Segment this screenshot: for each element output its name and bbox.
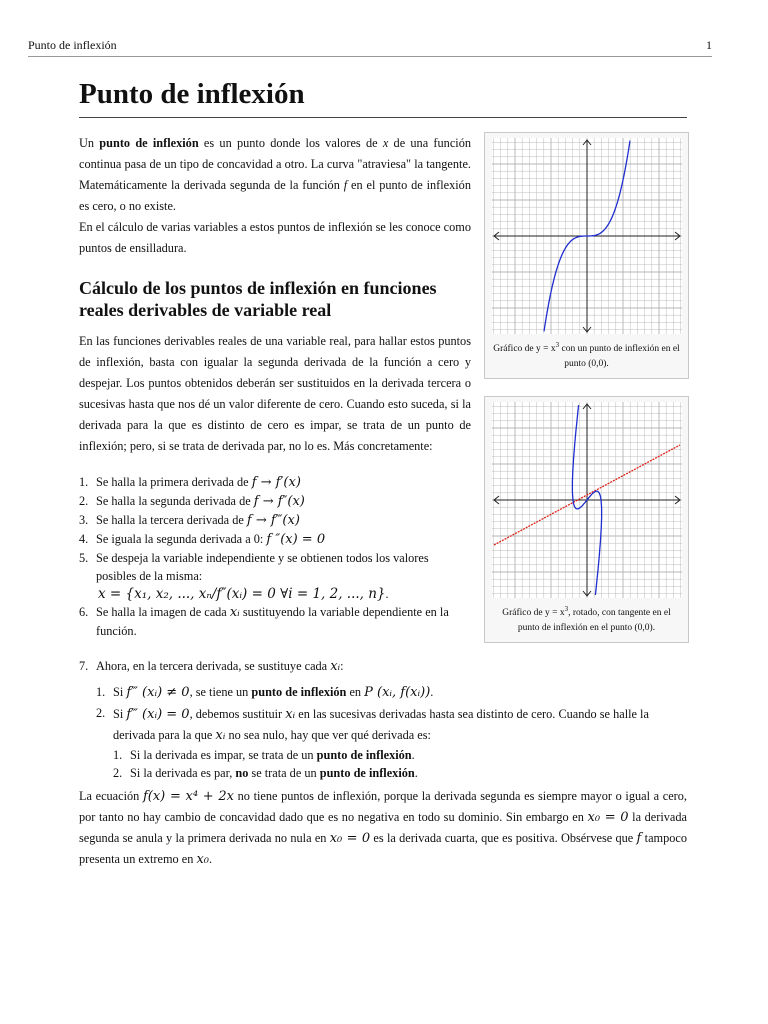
figure-cubic-caption: Gráfico de $y = x^3$ con un punto de inflexión en el punto (0,0). [493,341,680,370]
list-item: 2. Si la derivada es par, no se trata de un punto de inflexión. [113,766,418,780]
list-item: 1. Si la derivada es impar, se trata de un punto de inflexión. [113,748,415,762]
running-title: Punto de inflexión [28,38,117,52]
list-item: 5. Se despeja la variable independiente y se obtienen todos los valores posibles de la misma: x = {x₁, x₂, ..., xₙ/f″(xᵢ) = 0 ∀i = 1, 2, ..., n}. [79,551,429,602]
figure-rotated-cubic [484,396,689,643]
list-item: 7. Ahora, en la tercera derivada, se sustituye cada xᵢ: [79,659,344,674]
rotated-cubic-graph [492,402,682,598]
derivative-parity-list [96,746,687,782]
running-header [28,38,712,57]
intro-paragraph-1: Un punto de inflexión es un punto donde los valores de x de una función continua pasa de un tipo de concavidad a otro. La curva "atraviesa" la tangente. Matemáticamente la derivada segunda de la función f en el punto de inflexión es cero, o no existe. [79,136,471,213]
section-paragraph: En las funciones derivables reales de una variable real, para hallar estos puntos de inflexión, basta con igualar la segunda derivada de la función a cero y despejar. Los puntos obtenidos deberán ser sustituidos en la derivada tercera o sucesivas hasta que nos dé un valor diferente de cero. Cuando esto suceda, si la derivada para la que es distinto de cero es impar, se trata de un punto de inflexión; pero, si se trata de derivada par, no lo es. Más concretamente: [79,334,471,453]
figure-rotated-caption: Gráfico de $y = x^3$, rotado, con tangente en el punto de inflexión en el punto (0,0). [502,605,671,634]
page-number: 1 [706,38,712,52]
final-paragraph: La ecuación f(x) = x⁴ + 2x no tiene puntos de inflexión, porque la derivada segunda es siempre mayor o igual a cero, por tanto no hay cambio de concavidad dado que es no negativa en todo su dominio. Sin embargo en x₀ = 0 la derivada segunda se anula y la primera derivada no nula en x₀ = 0 es la derivada cuarta, que es positiva. Obsérvese que f tampoco presenta un extremo en x₀. [79,789,687,867]
figure-cubic [484,132,689,379]
list-item: 2. Si f‴ (xᵢ) = 0, debemos sustituir xᵢ en las sucesivas derivadas hasta sea distinto de cero. Cuando se halle la derivada para la que xᵢ no sea nulo, hay que ver qué derivada es: 1. Si la derivada es impar, se trata de un punto de inflexión. 2. Si la derivada es par, no se trata de un punto de inflexión. [96,704,687,782]
list-item: 2. Se halla la segunda derivada de f → f″(x) [79,494,305,509]
list-item: 4. Se iguala la segunda derivada a 0: f ″(x) = 0 [79,532,326,547]
list-item: 1. Se halla la primera derivada de f → f′(x) [79,475,301,490]
intro-paragraph-2: En el cálculo de varias variables a estos puntos de inflexión se les conoce como puntos de ensilladura. [79,220,471,255]
list-item: 6. Se halla la imagen de cada xᵢ sustituyendo la variable dependiente en la función. [79,605,449,638]
list-item: 1. Si f‴ (xᵢ) ≠ 0, se tiene un punto de inflexión en P (xᵢ, f(xᵢ)). [96,685,434,700]
cubic-graph [492,138,682,334]
section-heading: Cálculo de los puntos de inflexión en funciones reales derivables de variable real [79,278,437,320]
step-7-sublist [96,683,687,782]
page-title: Punto de inflexión [79,78,687,118]
list-item: 3. Se halla la tercera derivada de f → f‴(x) [79,513,300,528]
step-7-list [79,657,687,676]
steps-list [79,473,471,640]
term-punto-inflexion: punto de inflexión [99,136,199,150]
